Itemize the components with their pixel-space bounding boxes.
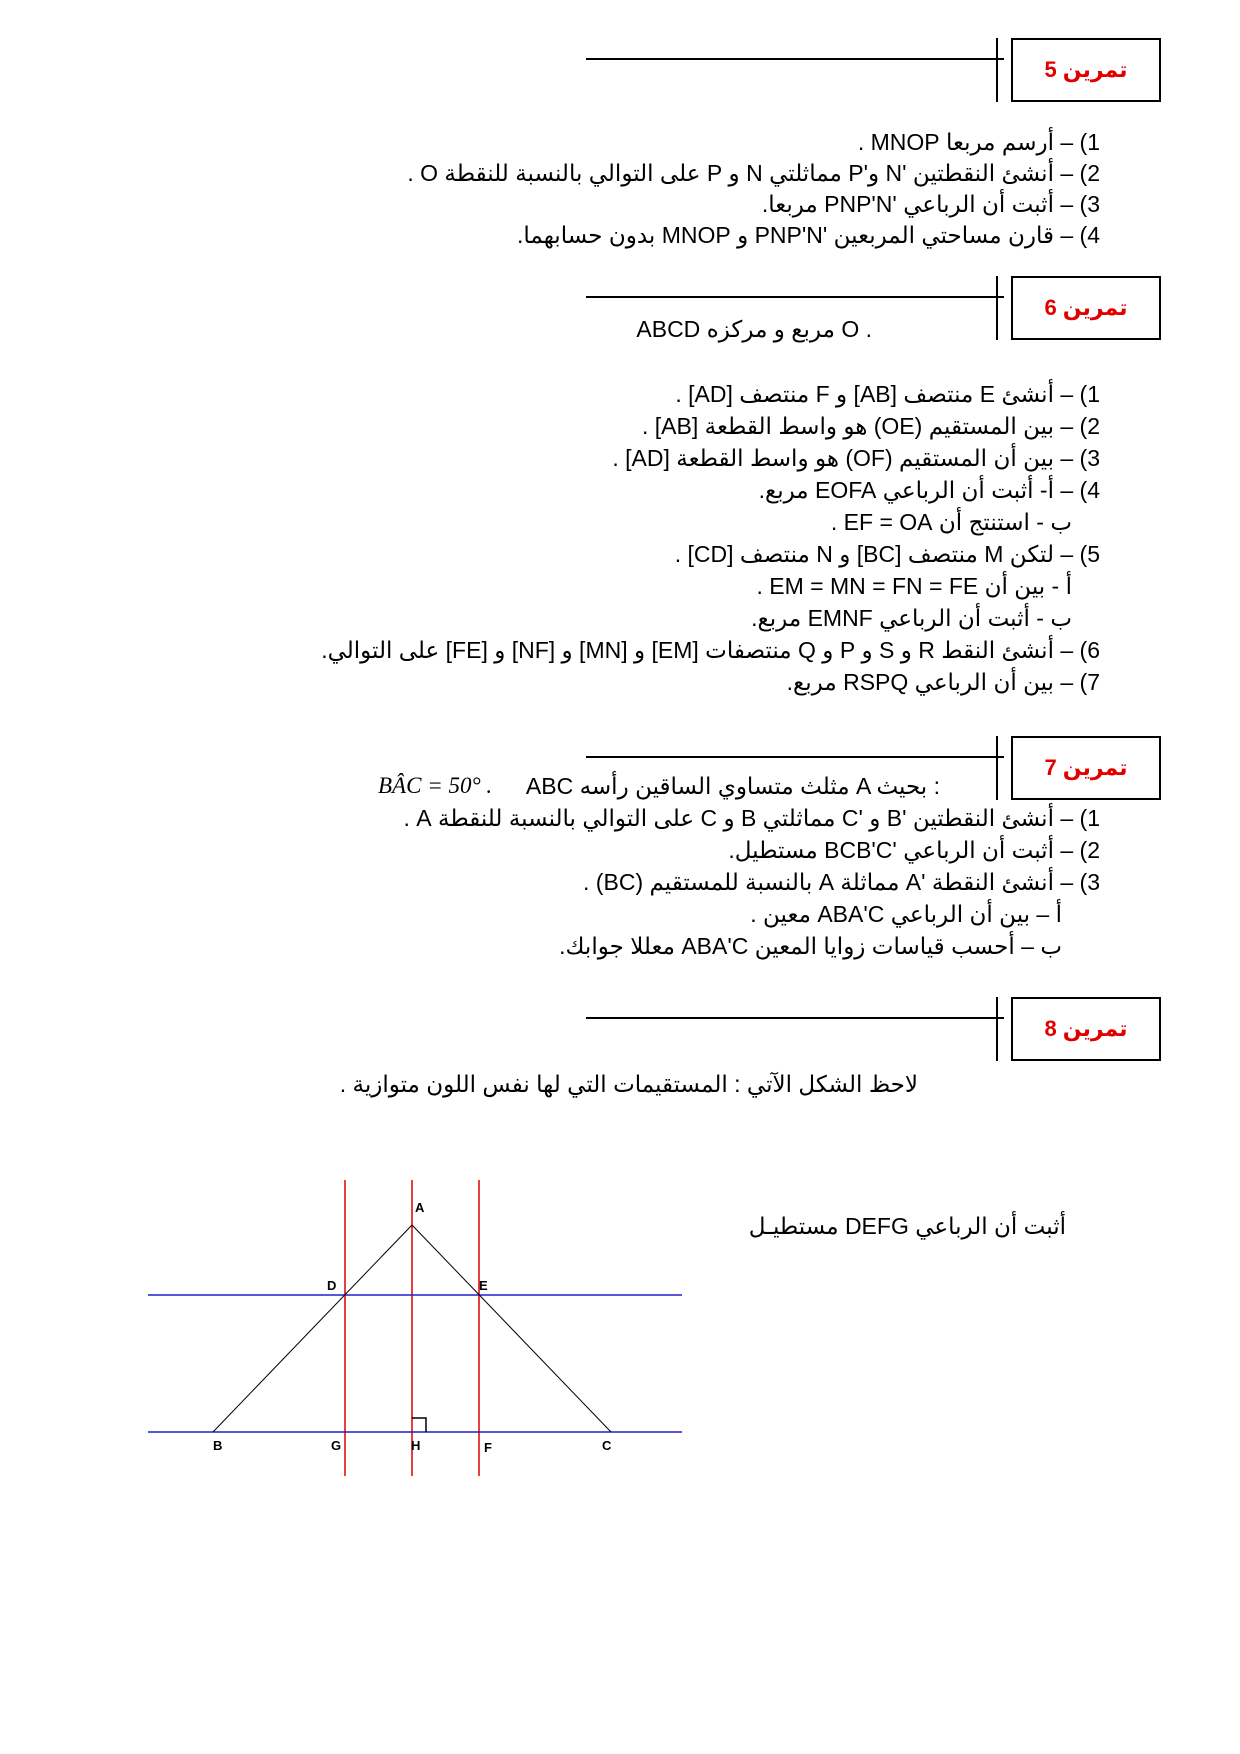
ex7-intro-math: BÂC = 50° . (378, 773, 493, 798)
label-e: E (479, 1278, 488, 1293)
label-h: H (411, 1438, 421, 1453)
label-a: A (415, 1200, 425, 1215)
ex8-intro: لاحظ الشكل الآتي : المستقيمات التي لها نفس اللون متوازية . (339, 1071, 918, 1097)
ex7-q2: 2) – أثبت أن الرباعي 'BCB'C مستطيل. (728, 837, 1100, 863)
ex6-q1: 1) – أنشئ E منتصف [AB] و F منتصف [AD] . (675, 381, 1100, 407)
ex6-q5a: أ - بين أن EM = MN = FN = FE . (756, 573, 1072, 599)
ex6-q4b: ب - استنتج أن EF = OA . (830, 509, 1072, 535)
ex5-q2: 2) – أنشئ النقطتين 'N و'P مماثلتي N و P على التوالي بالنسبة للنقطة O . (407, 160, 1100, 186)
ex8-header-divider (996, 997, 998, 1061)
ex6-q4a: 4) – أ- أثبت أن الرباعي EOFA مربع. (758, 477, 1100, 503)
ex6-intro: ABCD مربع و مركزه O . (636, 316, 872, 342)
ex8-question: أثبت أن الرباعي DEFG مستطيـل (748, 1213, 1066, 1239)
ex6-title-box (1011, 276, 1161, 340)
ex8-title: تمرين 8 (1044, 1016, 1128, 1041)
ex6-q5: 5) – لتكن M منتصف [BC] و N منتصف [CD] . (674, 541, 1100, 567)
ex7-q3: 3) – أنشئ النقطة 'A مماثلة A بالنسبة للمستقيم (BC) . (583, 869, 1100, 895)
ex6-title: تمرين 6 (1044, 295, 1128, 320)
ex6-q7: 7) – بين أن الرباعي RSPQ مربع. (786, 669, 1100, 695)
label-g: G (331, 1438, 342, 1453)
ex5-header-divider (996, 38, 998, 102)
ex5-q4: 4) – قارن مساحتي المربعين 'PNP'N و MNOP بدون حسابهما. (517, 222, 1100, 248)
ex7-intro-text: ABC مثلث متساوي الساقين رأسه A بحيث : (525, 773, 940, 799)
ex5-header-rule (586, 58, 1004, 60)
ex7-title-box (1011, 736, 1161, 800)
ex6-header-rule (586, 296, 1004, 298)
ex5-q1: 1) – أرسم مربعا MNOP . (857, 129, 1100, 155)
ex8-header-rule (586, 1017, 1004, 1019)
label-d: D (327, 1278, 337, 1293)
ex6-header-divider (996, 276, 998, 340)
ex6-q6: 6) – أنشئ النقط R و S و P و Q منتصفات [EM] و [MN] و [NF] و [FE] على التوالي. (321, 637, 1100, 663)
ex7-header-divider (996, 736, 998, 800)
ex8-figure (148, 1180, 682, 1476)
ex7-title: تمرين 7 (1044, 755, 1128, 780)
ex8-title-box (1011, 997, 1161, 1061)
label-c: C (602, 1438, 612, 1453)
ex5-title: تمرين 5 (1044, 57, 1128, 82)
label-b: B (213, 1438, 223, 1453)
ex7-header-rule (586, 756, 1004, 758)
ex6-q2: 2) – بين المستقيم (OE) هو واسط القطعة [AB] . (641, 413, 1100, 439)
ex6-q5b: ب - أثبت أن الرباعي EMNF مربع. (751, 605, 1072, 631)
ex7-q3a: أ – بين أن الرباعي ABA'C معين . (750, 901, 1062, 927)
ex5-q3: 3) – أثبت أن الرباعي 'PNP'N مربعا. (761, 191, 1100, 217)
ex6-q3: 3) – بين أن المستقيم (OF) هو واسط القطعة [AD] . (612, 445, 1100, 471)
ex7-q1: 1) – أنشئ النقطتين 'B و 'C مماثلتي B و C على التوالي بالنسبة للنقطة A . (403, 805, 1100, 831)
ex5-title-box (1011, 38, 1161, 102)
label-f: F (484, 1440, 492, 1455)
ex7-q3b: ب – أحسب قياسات زوايا المعين ABA'C معللا جوابك. (559, 933, 1062, 959)
